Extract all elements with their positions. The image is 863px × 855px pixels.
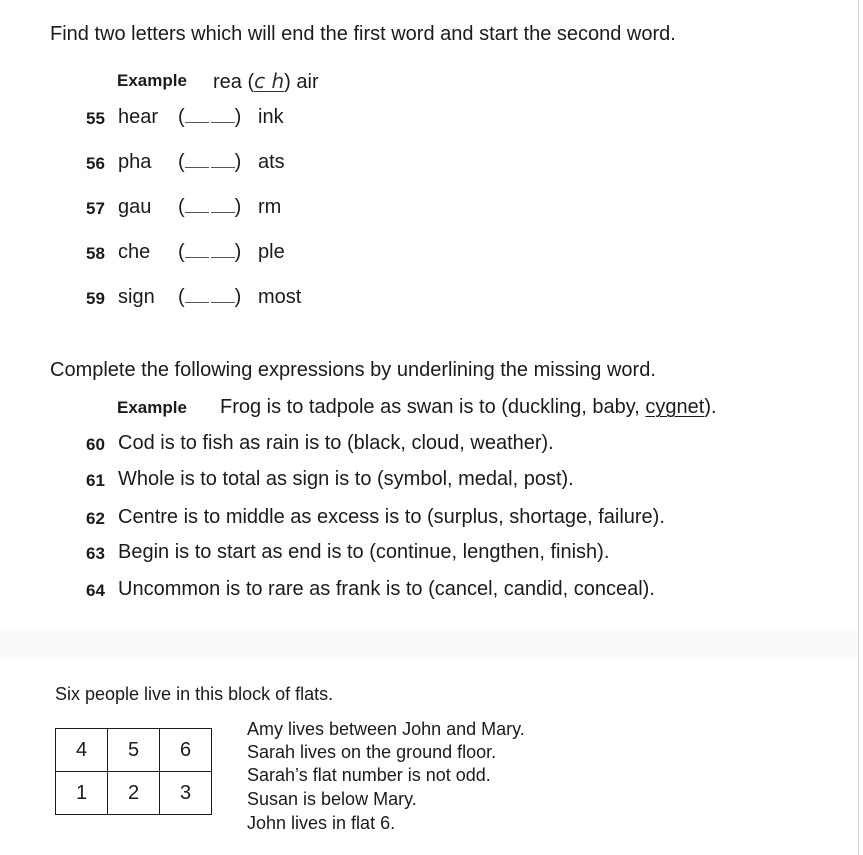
flats-bottom-row bbox=[56, 772, 212, 815]
flat-cell: 6 bbox=[160, 729, 212, 772]
flat-cell: 3 bbox=[160, 772, 212, 815]
answer-blank[interactable]: ( ) bbox=[178, 196, 242, 218]
first-word: gau bbox=[118, 196, 152, 218]
flat-cell: 5 bbox=[108, 729, 160, 772]
question-number: 60 bbox=[86, 435, 105, 454]
example-answer-letters: c h bbox=[254, 69, 285, 93]
second-word: rm bbox=[258, 196, 282, 218]
section3-intro: Six people live in this block of flats. bbox=[55, 684, 334, 704]
expression-text[interactable]: Uncommon is to rare as frank is to (cancel, candid, conceal). bbox=[118, 578, 655, 600]
first-word: pha bbox=[118, 151, 152, 173]
answer-blank[interactable]: ( ) bbox=[178, 106, 242, 128]
question-number: 61 bbox=[86, 471, 105, 490]
second-word: ple bbox=[258, 241, 285, 263]
question-number: 56 bbox=[86, 154, 105, 173]
first-word: che bbox=[118, 241, 151, 263]
clue-line: John lives in flat 6. bbox=[247, 813, 396, 833]
example-open-paren: ( bbox=[247, 71, 255, 93]
expression-text[interactable]: Whole is to total as sign is to (symbol, medal, post). bbox=[118, 468, 574, 490]
section1-example-label: Example bbox=[117, 71, 187, 90]
example-underlined-answer: cygnet bbox=[645, 396, 705, 418]
flats-top-row bbox=[56, 729, 212, 772]
question-number: 64 bbox=[86, 581, 105, 600]
second-word: ink bbox=[258, 106, 284, 128]
question-number: 57 bbox=[86, 199, 105, 218]
example-first-word: rea bbox=[213, 71, 242, 93]
example-text-after: ). bbox=[704, 396, 717, 418]
clue-line: Susan is below Mary. bbox=[247, 789, 417, 809]
answer-blank[interactable]: ( ) bbox=[178, 286, 242, 308]
second-word: most bbox=[258, 286, 302, 308]
question-number: 55 bbox=[86, 109, 105, 128]
expression-text[interactable]: Begin is to start as end is to (continue, lengthen, finish). bbox=[118, 541, 610, 563]
section2-instruction: Complete the following expressions by underlining the missing word. bbox=[50, 359, 656, 381]
flats-grid bbox=[55, 728, 212, 815]
first-word: sign bbox=[118, 286, 155, 308]
example-close-paren: ) bbox=[284, 71, 291, 93]
clue-line: Sarah’s flat number is not odd. bbox=[247, 765, 491, 785]
clue-line: Amy lives between John and Mary. bbox=[247, 719, 525, 739]
first-word: hear bbox=[118, 106, 159, 128]
example-second-word: air bbox=[296, 71, 319, 93]
expression-text[interactable]: Cod is to fish as rain is to (black, cloud, weather). bbox=[118, 432, 554, 454]
section-divider bbox=[0, 628, 858, 658]
example-text-before: Frog is to tadpole as swan is to (duckling, baby, bbox=[220, 396, 646, 418]
flat-cell: 1 bbox=[56, 772, 108, 815]
expression-text[interactable]: Centre is to middle as excess is to (surplus, shortage, failure). bbox=[118, 506, 665, 528]
section2-example bbox=[220, 396, 717, 419]
question-number: 63 bbox=[86, 544, 105, 563]
clue-line: Sarah lives on the ground floor. bbox=[247, 742, 497, 762]
question-number: 62 bbox=[86, 509, 105, 528]
section1-example bbox=[213, 69, 319, 94]
question-number: 58 bbox=[86, 244, 105, 263]
section1-instruction: Find two letters which will end the first word and start the second word. bbox=[50, 23, 676, 45]
answer-blank[interactable]: ( ) bbox=[178, 241, 242, 263]
flat-cell: 4 bbox=[56, 729, 108, 772]
question-number: 59 bbox=[86, 289, 105, 308]
page-edge bbox=[858, 0, 859, 855]
second-word: ats bbox=[258, 151, 285, 173]
section2-example-label: Example bbox=[117, 398, 187, 417]
flat-cell: 2 bbox=[108, 772, 160, 815]
answer-blank[interactable]: ( ) bbox=[178, 151, 242, 173]
